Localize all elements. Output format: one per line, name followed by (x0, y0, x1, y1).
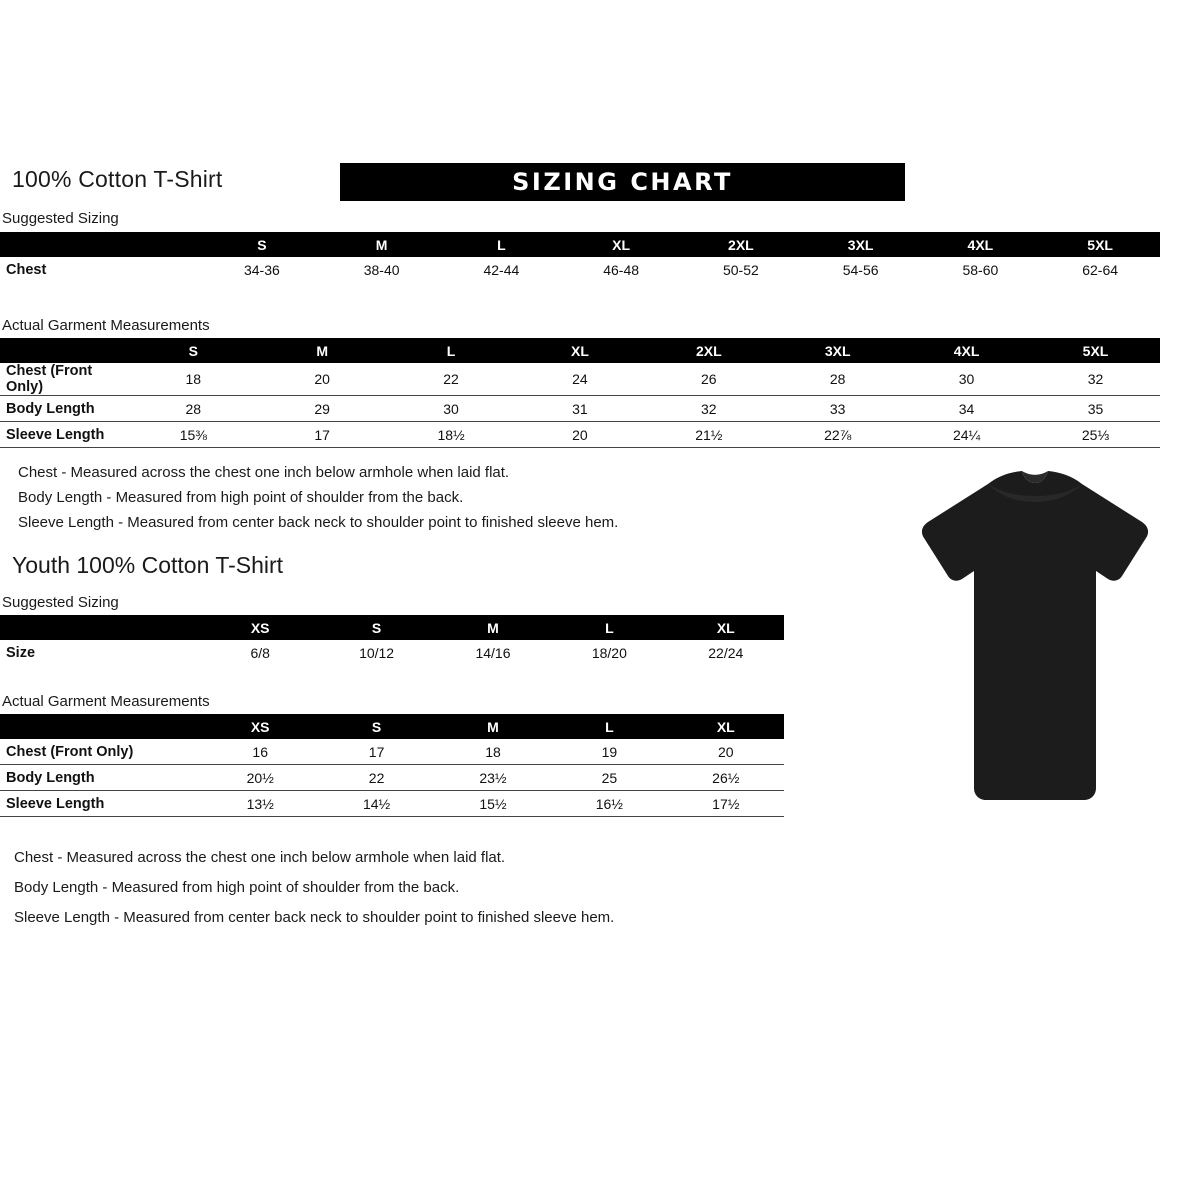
adult-suggested-table (0, 232, 1160, 282)
row-label: Chest (6, 261, 47, 278)
cell: 34 (958, 400, 975, 417)
cell: 18 (485, 743, 501, 760)
header-size: L (605, 718, 614, 735)
row-label: Sleeve Length (6, 795, 105, 812)
table-row (0, 739, 784, 765)
header-size: XL (570, 342, 589, 359)
header-size: M (487, 718, 499, 735)
header-size: 3XL (847, 236, 874, 253)
header-size: 5XL (1087, 236, 1113, 253)
cell: 38-40 (363, 261, 400, 278)
adult-section-title: 100% Cotton T-Shirt (12, 166, 223, 192)
cell: 46-48 (603, 261, 640, 278)
cell: 13½ (246, 795, 274, 812)
cell: 62-64 (1082, 261, 1119, 278)
header-size: S (371, 619, 382, 636)
cell: 25⅓ (1081, 426, 1110, 443)
table-row (0, 422, 1160, 448)
note-body-length: Body Length - Measured from high point of shoulder from the back. (14, 879, 460, 896)
cell: 32 (1087, 371, 1104, 387)
cell: 35 (1087, 400, 1104, 417)
cell: 18/20 (591, 644, 627, 661)
table-row (0, 640, 784, 665)
cell: 28 (185, 400, 202, 417)
header-size: 3XL (824, 342, 851, 359)
row-label: Body Length (6, 769, 95, 786)
cell: 30 (443, 400, 459, 417)
cell: 33 (829, 400, 846, 417)
note-chest: Chest - Measured across the chest one inch below armhole when laid flat. (18, 464, 510, 481)
note-chest: Chest - Measured across the chest one inch below armhole when laid flat. (14, 849, 506, 866)
table-row (0, 257, 1160, 282)
cell: 14½ (362, 795, 391, 812)
cell: 10/12 (359, 644, 395, 661)
youth-actual-label: Actual Garment Measurements (2, 693, 210, 710)
youth-suggested-table (0, 615, 784, 665)
header-size: 2XL (728, 236, 754, 253)
cell: 26½ (712, 769, 740, 786)
cell: 42-44 (483, 261, 520, 278)
cell: 23½ (479, 769, 507, 786)
header-rowlabel (0, 232, 202, 257)
cell: 18½ (437, 426, 465, 443)
cell: 24¼ (952, 426, 981, 443)
cell: 25 (601, 769, 618, 786)
header-rowlabel (0, 615, 202, 640)
youth-notes (14, 843, 614, 933)
cell: 26 (701, 371, 717, 387)
tshirt-product-image (890, 470, 1180, 810)
youth-suggested-label: Suggested Sizing (2, 594, 119, 611)
row-label: Chest (Front Only) (6, 743, 134, 760)
row-label: Body Length (6, 400, 95, 417)
row-label: Size (6, 644, 36, 661)
cell: 29 (314, 400, 330, 417)
table-row (0, 396, 1160, 422)
row-label: Chest (Front Only) (6, 363, 93, 395)
cell: 28 (829, 371, 846, 387)
note-body-length: Body Length - Measured from high point of shoulder from the back. (18, 489, 464, 506)
adult-actual-table (0, 338, 1160, 448)
cell: 34-36 (243, 261, 280, 278)
cell: 50-52 (722, 261, 759, 278)
cell: 54-56 (842, 261, 879, 278)
cell: 20 (572, 426, 588, 443)
cell: 20 (314, 371, 330, 387)
header-size: 5XL (1082, 342, 1109, 359)
sizing-chart-banner (340, 163, 905, 201)
adult-notes (18, 460, 618, 535)
cell: 30 (958, 371, 975, 387)
table-header-row (0, 338, 1160, 363)
header-size: 2XL (695, 342, 722, 359)
cell: 16 (252, 743, 268, 760)
cell: 22⅞ (824, 426, 852, 443)
header-size: XL (716, 619, 735, 636)
youth-section-title: Youth 100% Cotton T-Shirt (12, 552, 284, 578)
cell: 20 (717, 743, 734, 760)
header-size: 4XL (953, 342, 980, 359)
youth-actual-table (0, 714, 784, 817)
header-size: L (446, 342, 456, 359)
cell: 6/8 (250, 644, 270, 661)
header-size: L (605, 619, 614, 636)
cell: 17 (368, 743, 385, 760)
cell: 24 (572, 371, 588, 387)
header-size: XS (250, 619, 270, 636)
note-sleeve-length: Sleeve Length - Measured from center back neck to shoulder point to finished sleeve hem. (14, 909, 615, 926)
cell: 21½ (695, 426, 723, 443)
header-size: 4XL (967, 236, 994, 253)
header-size: M (375, 236, 388, 253)
cell: 22 (443, 371, 459, 387)
adult-suggested-label: Suggested Sizing (2, 210, 119, 227)
cell: 17½ (712, 795, 740, 812)
header-size: XS (250, 718, 270, 735)
table-header-row (0, 232, 1160, 257)
header-size: M (487, 619, 499, 636)
cell: 22/24 (708, 644, 744, 661)
table-row (0, 791, 784, 817)
header-size: S (257, 236, 267, 253)
cell: 16½ (595, 795, 623, 812)
cell: 58-60 (962, 261, 999, 278)
cell: 22 (368, 769, 385, 786)
header-size: S (188, 342, 198, 359)
header-size: XL (716, 718, 735, 735)
table-row (0, 363, 1160, 396)
adult-actual-label: Actual Garment Measurements (2, 317, 210, 334)
table-header-row (0, 714, 784, 739)
note-sleeve-length: Sleeve Length - Measured from center back neck to shoulder point to finished sleeve hem. (18, 514, 619, 531)
header-size: XL (612, 236, 631, 253)
sizing-chart-banner-label: SIZING CHART (512, 168, 733, 196)
header-rowlabel (0, 338, 129, 363)
cell: 32 (701, 400, 717, 417)
cell: 18 (185, 371, 202, 387)
cell: 17 (314, 426, 330, 443)
cell: 31 (572, 400, 588, 417)
header-size: M (316, 342, 329, 359)
table-row (0, 765, 784, 791)
cell: 15½ (479, 795, 507, 812)
table-header-row (0, 615, 784, 640)
header-rowlabel (0, 714, 202, 739)
cell: 15⅜ (179, 426, 207, 443)
cell: 19 (601, 743, 618, 760)
cell: 20½ (246, 769, 274, 786)
header-size: S (371, 718, 382, 735)
header-size: L (497, 236, 506, 253)
cell: 14/16 (475, 644, 511, 661)
row-label: Sleeve Length (6, 426, 105, 443)
